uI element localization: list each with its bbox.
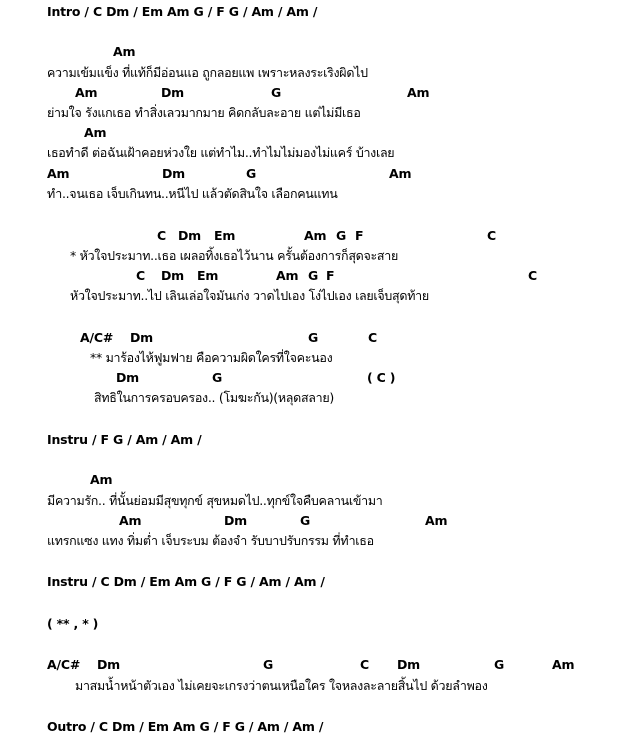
chord: A/C# <box>80 330 114 345</box>
chord: C <box>360 657 369 672</box>
chord: Am <box>304 228 327 243</box>
chord: Am <box>90 472 113 487</box>
lyric-line: ** มาร้องไห้ฟูมฟาย คือความผิดใครที่ใจคะนอง <box>90 350 333 365</box>
repeat-marker: ( ** , * ) <box>47 616 99 631</box>
chord: Dm <box>162 166 186 181</box>
chord: A/C# <box>47 657 81 672</box>
chord: Am <box>119 513 142 528</box>
chord: Am <box>389 166 412 181</box>
chord: G <box>308 268 319 283</box>
chord: Dm <box>224 513 248 528</box>
chord: G <box>246 166 257 181</box>
lyric-line: สิทธิในการครอบครอง.. (โมฆะกัน)(หลุดสลาย) <box>94 390 334 405</box>
instru-line: Instru / F G / Am / Am / <box>47 432 202 447</box>
chord: G <box>271 85 282 100</box>
chord: G <box>336 228 347 243</box>
chord: Am <box>407 85 430 100</box>
chord: Dm <box>161 85 185 100</box>
chord: G <box>494 657 505 672</box>
chord: Am <box>75 85 98 100</box>
chord: G <box>263 657 274 672</box>
lyric-line: ทำ..จนเธอ เจ็บเกินทน..หนีไป แล้วตัดสินใจ เลือกคนแทน <box>47 186 338 201</box>
chord: C <box>528 268 537 283</box>
chord: Am <box>276 268 299 283</box>
lyric-line: หัวใจประมาท..ไป เลินเล่อใจมันเก่ง วาดไปเอง โง่ไปเอง เลยเจ็บสุดท้าย <box>70 288 429 303</box>
chord: Dm <box>130 330 154 345</box>
chord: Dm <box>397 657 421 672</box>
chord: Am <box>113 44 136 59</box>
chord: F <box>355 228 364 243</box>
chord: ( C ) <box>367 370 396 385</box>
chord: C <box>368 330 377 345</box>
chord: F <box>326 268 335 283</box>
lyric-line: มีความรัก.. ที่นั้นย่อมมีสุขทุกข์ สุขหมดไป..ทุกข์ใจคืบคลานเข้ามา <box>47 493 383 508</box>
outro-line: Outro / C Dm / Em Am G / F G / Am / Am / <box>47 719 324 734</box>
chord: Am <box>425 513 448 528</box>
lyric-line: * หัวใจประมาท..เธอ เผลอทิ้งเธอไว้นาน ครั้นต้องการก็สุดจะสาย <box>70 248 398 263</box>
chord: Em <box>197 268 219 283</box>
lyric-line: ความเข้มแข็ง ที่แท้ก็มีอ่อนแอ ถูกลอยแพ เพราะหลงระเริงผิดไป <box>47 65 368 80</box>
chord: Dm <box>116 370 140 385</box>
chord: G <box>300 513 311 528</box>
lyric-line: เธอทำดี ต่อฉันเฝ้าคอยห่วงใย แต่ทำไม..ทำไมไม่มองไม่แคร์ บ้างเลย <box>47 145 395 160</box>
instru-line: Instru / C Dm / Em Am G / F G / Am / Am / <box>47 574 325 589</box>
chord: G <box>308 330 319 345</box>
intro-line: Intro / C Dm / Em Am G / F G / Am / Am / <box>47 4 318 19</box>
lyric-line: ย่ามใจ รังแกเธอ ทำสิ่งเลวมากมาย คิดกลับละอาย แต่ไม่มีเธอ <box>47 105 361 120</box>
chord: C <box>487 228 496 243</box>
chord: C <box>136 268 145 283</box>
chord: G <box>212 370 223 385</box>
chord: Am <box>47 166 70 181</box>
chord: Am <box>552 657 575 672</box>
chord: C <box>157 228 166 243</box>
lyric-line: มาสมน้ำหน้าตัวเอง ไม่เคยจะเกรงว่าตนเหนือใคร ใจหลงละลายสิ้นไป ด้วยลำพอง <box>75 678 488 693</box>
chord: Am <box>84 125 107 140</box>
lyric-line: แทรกแซง แทง ทิ่มต่ำ เจ็บระบม ต้องจำ รับบาปรับกรรม ที่ทำเธอ <box>47 533 374 548</box>
chord: Em <box>214 228 236 243</box>
chord: Dm <box>97 657 121 672</box>
chord: Dm <box>178 228 202 243</box>
chord: Dm <box>161 268 185 283</box>
